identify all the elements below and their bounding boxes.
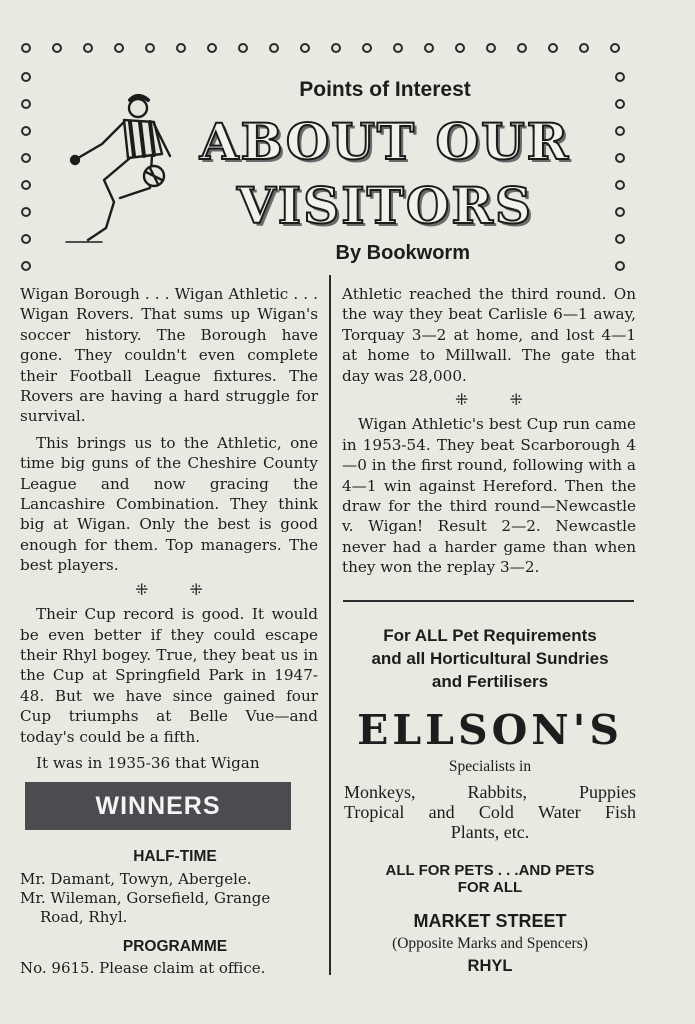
section-separator: ⁜ ⁜ xyxy=(455,390,541,410)
ad-product: and xyxy=(428,802,455,822)
halftime-winner-line: Road, Rhyl. xyxy=(40,908,128,926)
article-column-left xyxy=(20,284,318,773)
ad-headline-line: For ALL Pet Requirements xyxy=(383,626,597,645)
ad-headline-line: and Fertilisers xyxy=(431,672,549,691)
ad-product: Monkeys, xyxy=(344,782,416,802)
ad-opposite: (Opposite Marks and Spencers) xyxy=(392,935,588,952)
ad-specialists: Specialists in xyxy=(448,758,532,775)
article-paragraph: Their Cup record is good. It would be even better if they could escape their Rhyl bogey. True, they beat us in the Cup at Springfield Park in 1947-48. But we have since gained four Cup triumphs at Belle Vue—and today's could be a fifth. xyxy=(20,605,318,746)
page-title-line2: VISITORS xyxy=(236,176,534,235)
ad-slogan-line: FOR ALL xyxy=(457,879,523,896)
ad-town: RHYL xyxy=(467,957,513,975)
ad-product: Plants, etc. xyxy=(450,822,530,842)
article-paragraph: This brings us to the Athletic, one time big guns of the Cheshire County League and now gracing the Lancashire Combination. They think big at Wigan. Only the best is good enough for them. Top managers. The best players. xyxy=(20,433,318,575)
ad-product-list xyxy=(338,782,642,842)
ad-product: Puppies xyxy=(578,782,636,802)
winners-banner: WINNERS xyxy=(25,782,291,830)
ad-shop-name: ELLSON'S xyxy=(357,706,623,754)
programme-winner-line: No. 9615. Please claim at office. xyxy=(20,959,266,977)
ad-headline-line: and all Horticultural Sundries xyxy=(371,649,609,668)
article-paragraph: It was in 1935-36 that Wigan xyxy=(36,753,260,772)
article-paragraph: Wigan Athletic's best Cup run came in 1953-54. They beat Scarborough 4—0 in the first round, following with a 4—1 win against Hereford. Then the draw for the third round—Newcastle v. Wigan! Result 2—2. Newcastle never had a harder game than when they won the replay 3—2. xyxy=(342,415,636,577)
article-column-right xyxy=(342,284,636,578)
ad-product: Tropical xyxy=(344,802,405,822)
section-separator: ⁜ ⁜ xyxy=(135,579,221,599)
programme-heading: PROGRAMME xyxy=(122,938,228,955)
ad-divider xyxy=(343,600,634,602)
page-title-line1: ABOUT OUR xyxy=(199,112,571,171)
column-divider xyxy=(329,275,331,975)
article-paragraph: Wigan Borough . . . Wigan Athletic . . . Wigan Rovers. That sums up Wigan's soccer history. The Borough have gone. They couldn't even complete their Football League fixtures. The Rovers are having a hard struggle for survival. xyxy=(20,285,318,426)
ad-product: Rabbits, xyxy=(467,782,527,802)
ad-slogan-line: ALL FOR PETS . . .AND PETS xyxy=(385,862,595,879)
footballer-illustration xyxy=(58,92,178,250)
halftime-winner-line: Mr. Wileman, Gorsefield, Grange xyxy=(20,889,271,907)
ad-headline xyxy=(338,624,642,693)
ad-product: Fish xyxy=(604,802,636,822)
ad-street: MARKET STREET xyxy=(413,911,567,931)
halftime-winner-line: Mr. Damant, Towyn, Abergele. xyxy=(20,870,252,888)
ad-slogan xyxy=(338,862,642,896)
ad-product: Cold xyxy=(478,802,514,822)
byline: By Bookworm xyxy=(335,242,470,264)
halftime-heading: HALF-TIME xyxy=(133,848,217,865)
header-kicker: Points of Interest xyxy=(299,78,471,101)
ad-product: Water xyxy=(538,802,581,822)
article-paragraph: Athletic reached the third round. On the way they beat Carlisle 6—1 away, Torquay 3—2 at home, and lost 4—1 at home to Millwall. The gate that day was 28,000. xyxy=(342,285,636,385)
